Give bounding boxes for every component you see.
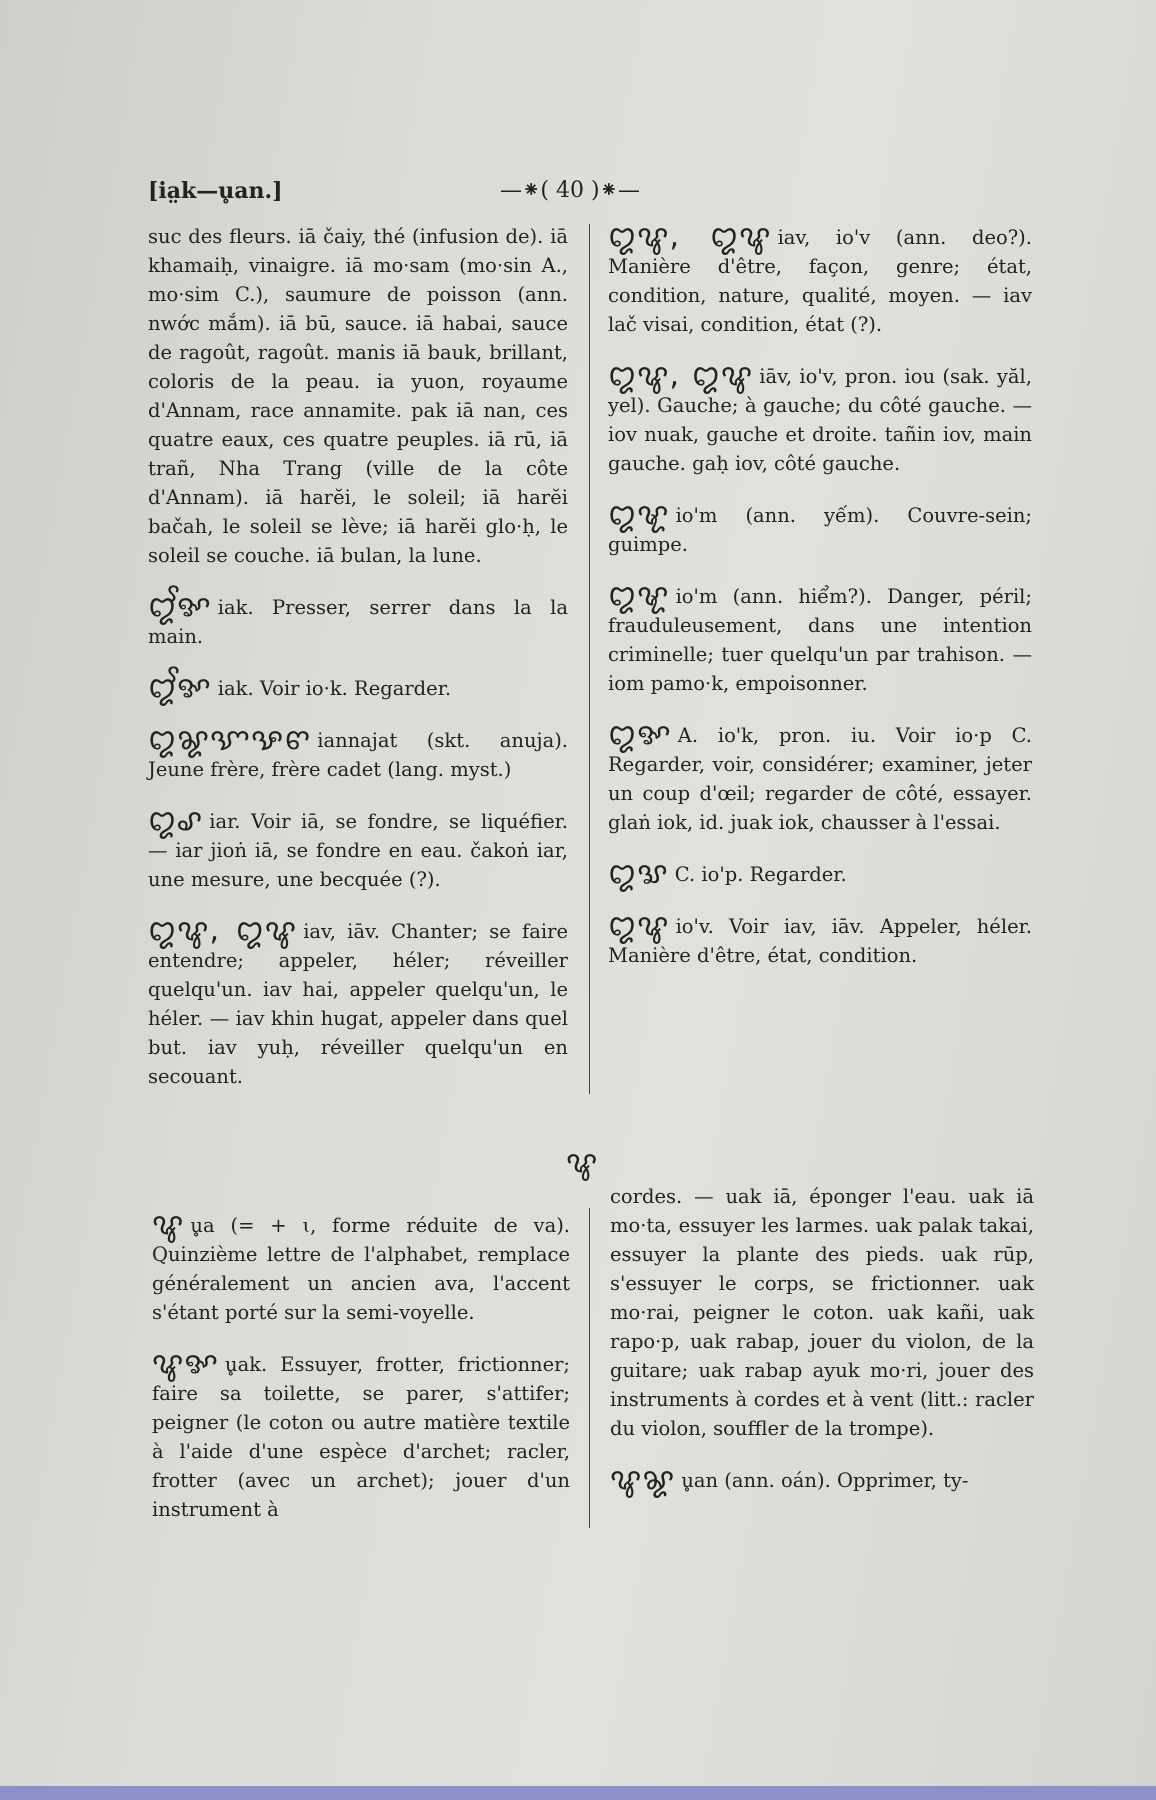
- cham-script-glyph: ꨁꨥ: [608, 908, 670, 943]
- entry-uan: [610, 1462, 1034, 1497]
- cham-script-glyph: ꨁꨥ, ꨁꨥ: [608, 358, 754, 393]
- cham-script-glyph: ꨁꨠ: [608, 578, 670, 613]
- cham-script-glyph: ꨥꨘ: [610, 1462, 676, 1497]
- entry-iop: [608, 856, 1032, 891]
- cham-script-glyph: ꨁꨛ: [608, 856, 669, 891]
- running-header: [ia̤k—u̥an.]: [148, 178, 283, 204]
- entry-iav: [148, 913, 568, 1091]
- entry-text: u̥a (= + ɩ, forme réduite de va). Quinzième lettre de l'alphabet, remplace généralement un ancien ava, l'accent s'étant porté sur la semi-voyelle.: [152, 1214, 570, 1324]
- column-right-top: [608, 219, 1032, 992]
- cham-script-glyph: ꨁꨠ: [608, 497, 670, 532]
- cham-script-glyph: ꨁꨥ, ꨁꨥ: [148, 913, 298, 948]
- entry-text: A. io'k, pron. iu. Voir io·p C. Regarder, voir, considérer; examiner, jeter un coup d'œil; regarder de côté, essayer. glaṅ iok, id. juak iok, chausser à l'essai.: [608, 724, 1032, 834]
- entry-uak: [152, 1346, 570, 1524]
- column-left-top: [148, 222, 568, 1113]
- scan-edge: [0, 1786, 1156, 1800]
- cham-script-glyph: ꨁꨘꨎꨊꨓ: [148, 722, 312, 757]
- entry-iak-2: [148, 670, 568, 705]
- entry-paragraph: suc des fleurs. iā čaiy, thé (infusion de). iā khamaiḥ, vinaigre. iā mo·sam (mo·sin A., mo·sim C.), saumure de poisson (ann. nwớc mắm). iā bū, sauce. iā habai, sauce de ragoût, ragoût. manis iā bauk, brillant, coloris de la peau. ia yuon, royaume d'Annam, race annamite. pak iā nan, ces quatre eaux, ces quatre peuples. iā rū, iā trañ, Nha Trang (ville de la côte d'Annam). iā harĕi, le soleil; iā harĕi bačah, le soleil se lève; iā harĕi glo·ḥ, le soleil se couche. iā bulan, la lune.: [148, 225, 568, 567]
- entry-iannajat: [148, 722, 568, 784]
- entry-iav-3: [608, 358, 1032, 478]
- page-number: —⁕( 40 )⁕—: [500, 178, 641, 203]
- cham-script-glyph: ꨥꨀ: [152, 1346, 220, 1381]
- entry-iom-2: [608, 578, 1032, 698]
- entry-text: io'm (ann. yếm). Couvre-sein; guimpe.: [608, 504, 1032, 556]
- cham-script-glyph: ꨥ: [152, 1207, 185, 1242]
- column-divider-top: [589, 224, 590, 1094]
- entry-iom-1: [608, 497, 1032, 559]
- cham-script-glyph: ꨁꨣ: [148, 803, 204, 838]
- cham-script-glyph: ꨁꨩꨀ: [148, 670, 212, 705]
- entry-text: C. io'p. Regarder.: [674, 863, 847, 886]
- entry-text: iak. Presser, serrer dans la la main.: [148, 596, 568, 648]
- column-left-bottom: [152, 1207, 570, 1546]
- entry-text: io'm (ann. hiểm?). Danger, péril; frauduleusement, dans une intention criminelle; tuer quelqu'un par trahison. — iom pamo·k, empoisonner.: [608, 585, 1032, 695]
- entry-iok: [608, 717, 1032, 837]
- entry-paragraph: cordes. — uak iā, éponger l'eau. uak iā mo·ta, essuyer les larmes. uak palak takai, essuyer la plante des pieds. uak rūp, s'essuyer le corps, se frictionner. uak mo·rai, peigner le coton. uak kañi, uak rapo·p, uak rabap, jouer du violon, de la guitare; uak rabap ayuk mo·ri, jouer des instruments à cordes et à vent (litt.: racler du violon, souffler de la trompe).: [610, 1185, 1034, 1440]
- entry-text: u̥ak. Essuyer, frotter, frictionner; faire sa toilette, se parer, s'attifer; peigner (le coton ou autre matière textile à l'aide d'une espèce d'archet; racler, frotter (avec un archet); jouer d'un instrument à: [152, 1353, 570, 1521]
- entry-iak-1: [148, 589, 568, 651]
- cham-script-glyph: ꨁꨩꨀ: [148, 589, 212, 624]
- entry-text: u̥an (ann. oán). Opprimer, ty-: [681, 1469, 969, 1492]
- entry-text: iar. Voir iā, se fondre, se liquéfier. — iar jioṅ iā, se fondre en eau. čakoṅ iar, une mesure, une becquée (?).: [148, 810, 568, 891]
- column-right-bottom: [610, 1182, 1034, 1517]
- cham-script-glyph: ꨁꨥ, ꨁꨥ: [608, 219, 772, 254]
- entry-iav-2: [608, 219, 1032, 339]
- entry-iov: [608, 908, 1032, 970]
- entry-text: iav, io'v (ann. deo?). Manière d'être, façon, genre; état, condition, nature, qualité, moyen. — iav lač visai, condition, état (?).: [608, 226, 1032, 336]
- entry-text: iannajat (skt. anuja). Jeune frère, frère cadet (lang. myst.): [148, 729, 568, 781]
- column-divider-bottom: [589, 1208, 590, 1528]
- entry-text: iāv, io'v, pron. iou (sak. yăl, yel). Gauche; à gauche; du côté gauche. — iov nuak, gauche et droite. tañin iov, main gauche. gaḥ iov, côté gauche.: [608, 365, 1032, 475]
- cham-script-glyph: ꨁꨀ: [608, 717, 672, 752]
- entry-text: iak. Voir io·k. Regarder.: [217, 677, 452, 700]
- entry-ua: [152, 1207, 570, 1327]
- entry-text: iav, iāv. Chanter; se faire entendre; appeler, héler; réveiller quelqu'un. iav hai, appeler quelqu'un, le héler. — iav khin hugat, appeler dans quel but. iav yuḥ, réveiller quelqu'un en secouant.: [148, 920, 568, 1088]
- section-letter-glyph: ꨥ: [566, 1145, 598, 1180]
- entry-iar: [148, 803, 568, 894]
- entry-text: io'v. Voir iav, iāv. Appeler, héler. Manière d'être, état, condition.: [608, 915, 1032, 967]
